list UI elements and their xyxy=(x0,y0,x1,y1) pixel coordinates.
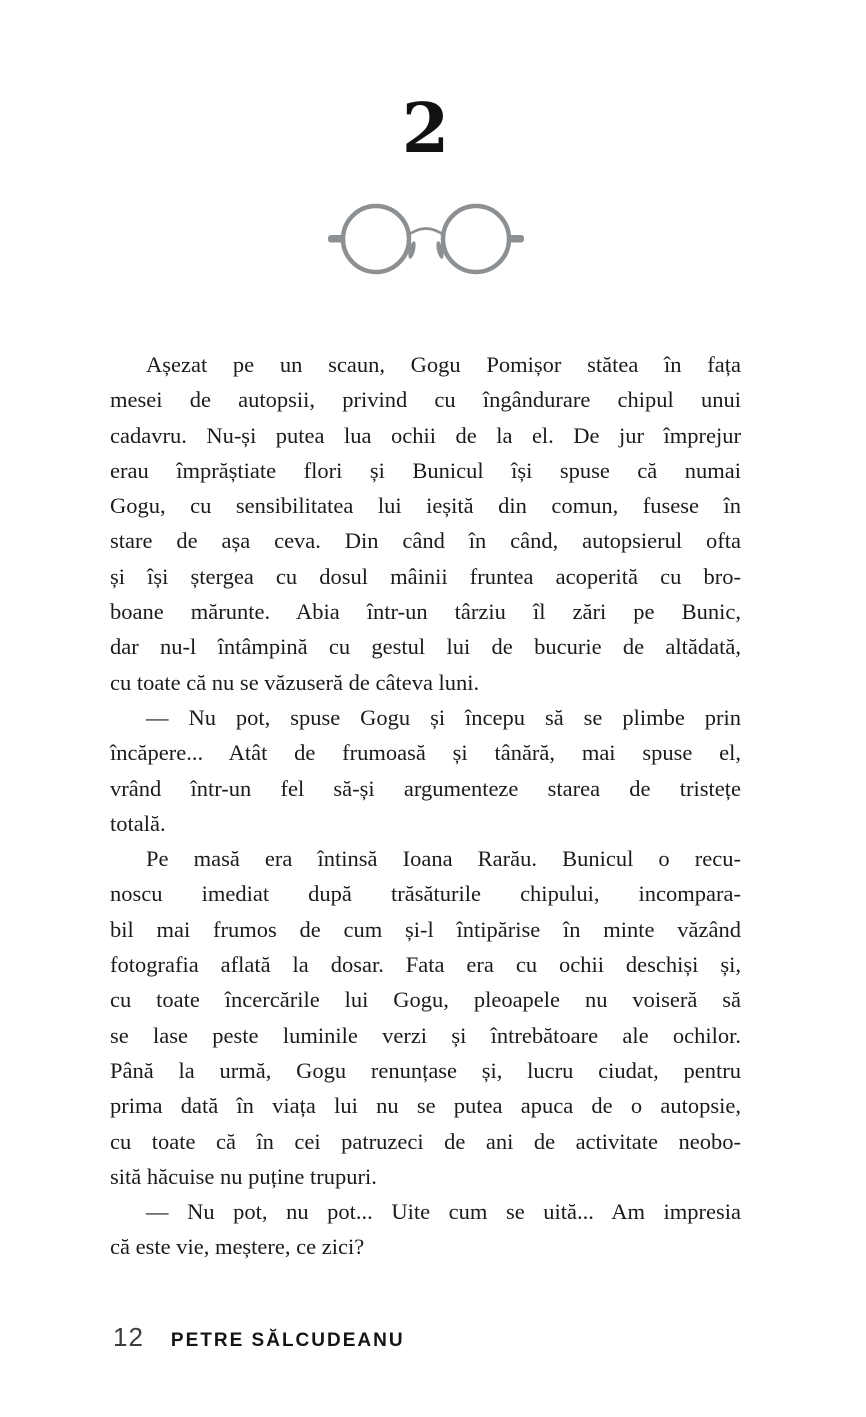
paragraph-2-dialogue xyxy=(110,700,741,841)
paragraph-4-dialogue xyxy=(110,1194,741,1265)
text-line: vrând într-un fel să-și argumenteze starea de tristețe xyxy=(110,775,741,801)
text-line: Gogu, cu sensibilitatea lui ieșită din comun, fusese în xyxy=(110,493,741,519)
text-line: și își ștergea cu dosul mâinii fruntea acoperită cu bro- xyxy=(110,563,741,589)
page-number: 12 xyxy=(113,1322,144,1352)
body-text xyxy=(110,347,741,1265)
text-line: totală. xyxy=(110,810,166,836)
page-footer xyxy=(113,1322,405,1353)
text-line: Pe masă era întinsă Ioana Rarău. Bunicul o recu- xyxy=(146,846,741,872)
text-line: erau împrăștiate flori și Bunicul își spuse că numai xyxy=(110,457,741,483)
text-line: că este vie, meștere, ce zici? xyxy=(110,1234,365,1260)
text-line: Așezat pe un scaun, Gogu Pomișor stătea în fața xyxy=(146,352,741,377)
text-line: se lase peste luminile verzi și întrebătoare ale ochilor. xyxy=(110,1022,741,1048)
text-line: cu toate încercările lui Gogu, pleoapele nu voiseră să xyxy=(110,987,741,1013)
text-line: prima dată în viața lui nu se putea apuca de o autopsie, xyxy=(110,1093,741,1119)
glasses-icon xyxy=(110,198,741,280)
chapter-number: 2 xyxy=(401,89,450,169)
text-line: cadavru. Nu-și putea lua ochii de la el. De jur împrejur xyxy=(110,422,741,448)
text-line: dar nu-l întâmpină cu gestul lui de bucurie de altădată, xyxy=(110,634,741,660)
text-line: bil mai frumos de cum și-l întipărise în minte văzând xyxy=(110,916,741,942)
text-line: Până la urmă, Gogu renunțase și, lucru ciudat, pentru xyxy=(110,1057,741,1083)
text-line: fotografia aflată la dosar. Fata era cu ochii deschiși și, xyxy=(110,952,741,978)
text-line: — Nu pot, nu pot... Uite cum se uită... Am impresia xyxy=(146,1199,741,1225)
text-line: noscu imediat după trăsăturile chipului, incompara- xyxy=(110,881,741,907)
text-line: încăpere... Atât de frumoasă și tânără, mai spuse el, xyxy=(110,740,741,766)
text-line: cu toate că nu se văzuseră de câteva luni. xyxy=(110,669,480,695)
paragraph-1 xyxy=(110,347,741,700)
author-name: PETRE SĂLCUDEANU xyxy=(170,1330,405,1351)
text-line: sită hăcuise nu puține trupuri. xyxy=(110,1163,377,1189)
text-line: stare de așa ceva. Din când în când, autopsierul ofta xyxy=(110,528,741,554)
text-line: cu toate că în cei patruzeci de ani de activitate neobo- xyxy=(110,1128,741,1154)
paragraph-3 xyxy=(110,841,741,1194)
text-line: boane mărunte. Abia într-un târziu îl zări pe Bunic, xyxy=(110,599,741,625)
text-line: — Nu pot, spuse Gogu și începu să se plimbe prin xyxy=(146,704,741,730)
text-line: mesei de autopsii, privind cu îngândurare chipul unui xyxy=(110,387,741,413)
